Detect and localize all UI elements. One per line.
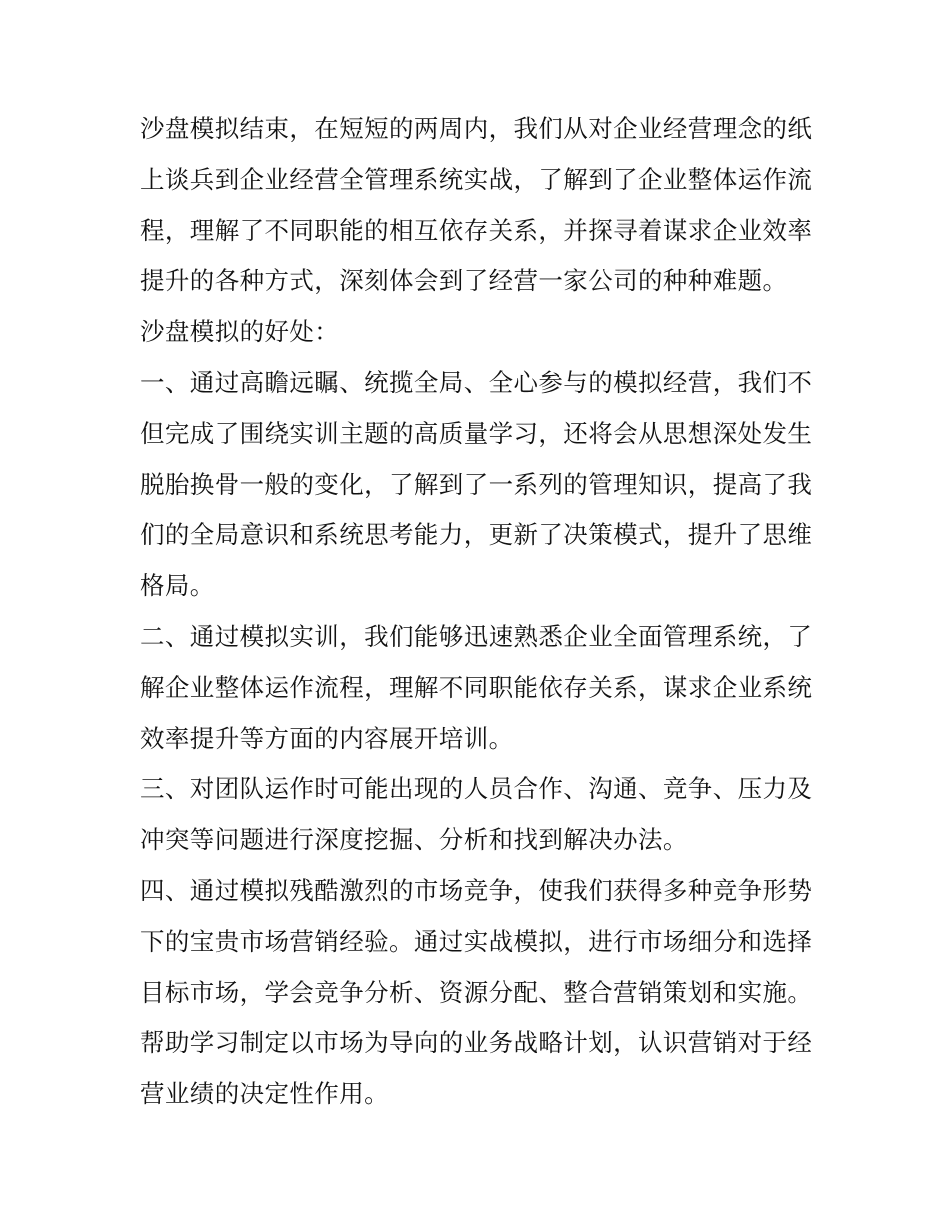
- text-line: 一、通过高瞻远瞩、统揽全局、全心参与的模拟经营，我们不: [140, 367, 813, 397]
- text-line: 三、对团队运作时可能出现的人员合作、沟通、竞争、压力及: [140, 774, 813, 804]
- text-line: 但完成了围绕实训主题的高质量学习，还将会从思想深处发生: [140, 418, 813, 448]
- body-text: [140, 104, 820, 1120]
- text-line: 们的全局意识和系统思考能力，更新了决策模式，提升了思维: [140, 520, 813, 550]
- text-line: 沙盘模拟结束，在短短的两周内，我们从对企业经营理念的纸: [140, 114, 813, 143]
- text-line: 四、通过模拟残酷激烈的市场竞争，使我们获得多种竞争形势: [140, 875, 813, 905]
- text-line: 下的宝贵市场营销经验。通过实战模拟，进行市场细分和选择: [140, 926, 813, 956]
- text-line: 上谈兵到企业经营全管理系统实战，了解到了企业整体运作流: [140, 164, 813, 194]
- text-line: 提升的各种方式，深刻体会到了经营一家公司的种种难题。: [140, 266, 788, 296]
- text-line: 解企业整体运作流程，理解不同职能依存关系，谋求企业系统: [140, 672, 813, 702]
- text-line: 目标市场，学会竞争分析、资源分配、整合营销策划和实施。: [140, 977, 813, 1007]
- text-line: 帮助学习制定以市场为导向的业务战略计划，认识营销对于经: [140, 1028, 813, 1058]
- text-line: 营业绩的决定性作用。: [140, 1079, 389, 1109]
- text-line: 冲突等问题进行深度挖掘、分析和找到解决办法。: [140, 825, 688, 855]
- text-line: 程，理解了不同职能的相互依存关系，并探寻着谋求企业效率: [140, 215, 813, 245]
- text-line: 效率提升等方面的内容展开培训。: [140, 723, 514, 753]
- section-heading: 沙盘模拟的好处：: [140, 317, 340, 347]
- text-line: 二、通过模拟实训，我们能够迅速熟悉企业全面管理系统，了: [140, 621, 813, 651]
- text-line: 格局。: [140, 571, 215, 601]
- text-line: 脱胎换骨一般的变化，了解到了一系列的管理知识，提高了我: [140, 469, 813, 499]
